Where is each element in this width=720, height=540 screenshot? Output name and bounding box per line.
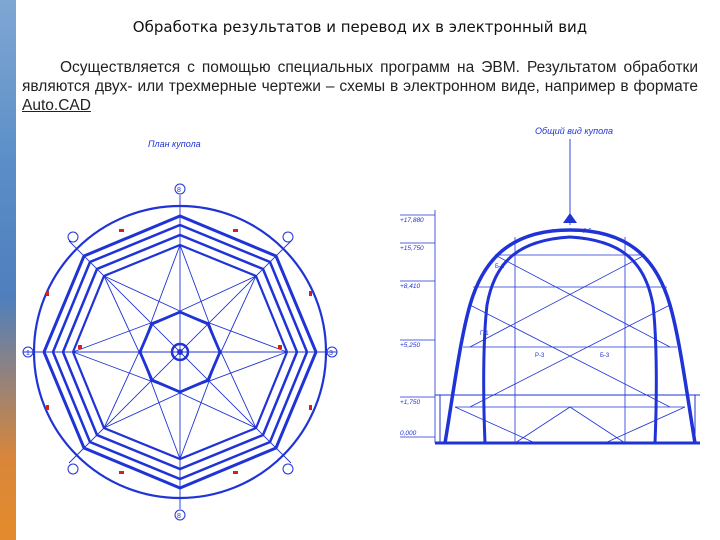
dome-inner-arch	[484, 237, 657, 443]
plan-geometry	[23, 184, 337, 520]
plan-axis-left: 1	[26, 350, 30, 357]
member-label-3: Р-3	[535, 353, 545, 359]
dome-section-drawing	[345, 125, 720, 470]
level-6: 0,000	[400, 430, 417, 437]
plan-axis-right: 3	[329, 350, 333, 357]
plan-caption: План купола	[148, 139, 201, 149]
level-4: +5,250	[400, 342, 421, 349]
level-1: +17,880	[400, 217, 424, 224]
paragraph-text: Осуществляется с помощью специальных программ на ЭВМ. Результатом обработки являются двух- или трехмерные чертежи – схемы в электронном виде, например в формате	[22, 59, 698, 95]
section-geometry	[400, 139, 700, 443]
plan-axis-top: 8	[177, 187, 181, 194]
plan-axis-bottom: 8	[177, 513, 181, 520]
section-caption: Общий вид купола	[535, 126, 614, 136]
member-label-1: Б-1	[495, 264, 505, 270]
slide-paragraph	[22, 58, 698, 115]
autocad-link[interactable]: Auto.CAD	[22, 97, 91, 114]
member-label-5: Г-5	[583, 229, 592, 235]
level-5: +1,750	[400, 399, 421, 406]
decorative-side-bar	[0, 0, 16, 540]
member-label-2: Г-1	[480, 331, 489, 337]
member-label-4: Б-3	[600, 353, 610, 359]
dome-plan-drawing	[18, 125, 348, 540]
slide-title: Обработка результатов и перевод их в электронный вид	[132, 18, 588, 36]
level-2: +15,750	[400, 245, 424, 252]
level-3: +8,410	[400, 283, 421, 290]
